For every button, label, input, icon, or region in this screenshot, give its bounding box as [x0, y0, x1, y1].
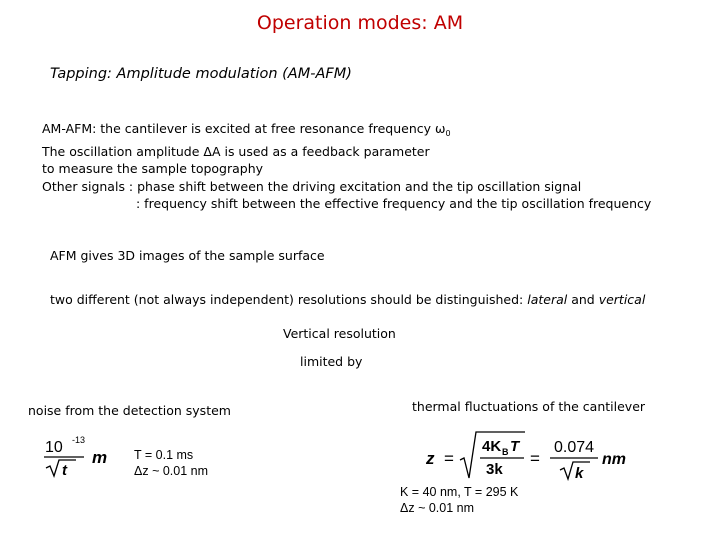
subtitle-text: Tapping: Amplitude modulation (AM-AFM): [50, 66, 352, 82]
and-word: and: [567, 292, 599, 307]
noise-coefficient: 10: [45, 439, 63, 456]
noise-delta-z: Δz ~ 0.01 nm: [134, 464, 209, 478]
omega-symbol: ω: [435, 121, 446, 136]
resolutions-text: [50, 292, 645, 307]
lateral-word: lateral: [527, 292, 568, 307]
thermal-unit: nm: [602, 451, 626, 468]
description-line-1-text: AM-AFM: the cantilever is excited at free resonance frequency: [42, 121, 435, 136]
noise-param-t: T = 0.1 ms: [134, 448, 194, 462]
description-line-4: Other signals : phase shift between the driving excitation and the tip oscillation signal: [42, 178, 582, 194]
vertical-resolution-label: Vertical resolution: [283, 326, 396, 341]
noise-exponent: -13: [72, 435, 86, 445]
thermal-sqrt-arg: k: [575, 465, 584, 482]
thermal-equals-1: =: [444, 449, 454, 468]
thermal-equals-2: =: [530, 449, 540, 468]
description-line-3: to measure the sample topography: [42, 161, 264, 177]
noise-label: noise from the detection system: [28, 403, 231, 418]
thermal-numerator-sub: B: [502, 447, 509, 457]
thermal-delta-z: Δz ~ 0.01 nm: [400, 501, 475, 515]
thermal-numerator: 4K: [482, 438, 502, 455]
description-block: [42, 120, 651, 213]
thermal-formula: [420, 428, 640, 484]
noise-unit: m: [92, 448, 108, 467]
noise-sqrt-arg: t: [62, 462, 67, 479]
description-line-1: [42, 120, 651, 143]
omega-subscript: 0: [445, 129, 451, 138]
limited-by-label: limited by: [300, 354, 363, 369]
page-title: Operation modes: AM: [256, 12, 464, 34]
noise-sqrt-sign: [46, 460, 76, 476]
thermal-label: thermal fluctuations of the cantilever: [412, 399, 646, 414]
noise-formula: [42, 432, 117, 480]
vertical-word: vertical: [598, 292, 646, 307]
thermal-params: K = 40 nm, T = 295 K: [400, 485, 519, 499]
description-line-5: : frequency shift between the effective frequency and the tip oscillation frequency: [136, 196, 652, 212]
thermal-denominator: 3k: [486, 461, 503, 478]
thermal-value: 0.074: [554, 439, 595, 456]
thermal-numerator-t: T: [510, 438, 520, 455]
subtitle: [50, 66, 352, 82]
resolutions-prefix: two different (not always independent) resolutions should be distinguished:: [50, 292, 528, 307]
description-line-2: The oscillation amplitude ΔA is used as a feedback parameter: [42, 143, 430, 159]
afm-3d-text: AFM gives 3D images of the sample surface: [50, 248, 325, 263]
thermal-lhs: z: [426, 449, 435, 468]
